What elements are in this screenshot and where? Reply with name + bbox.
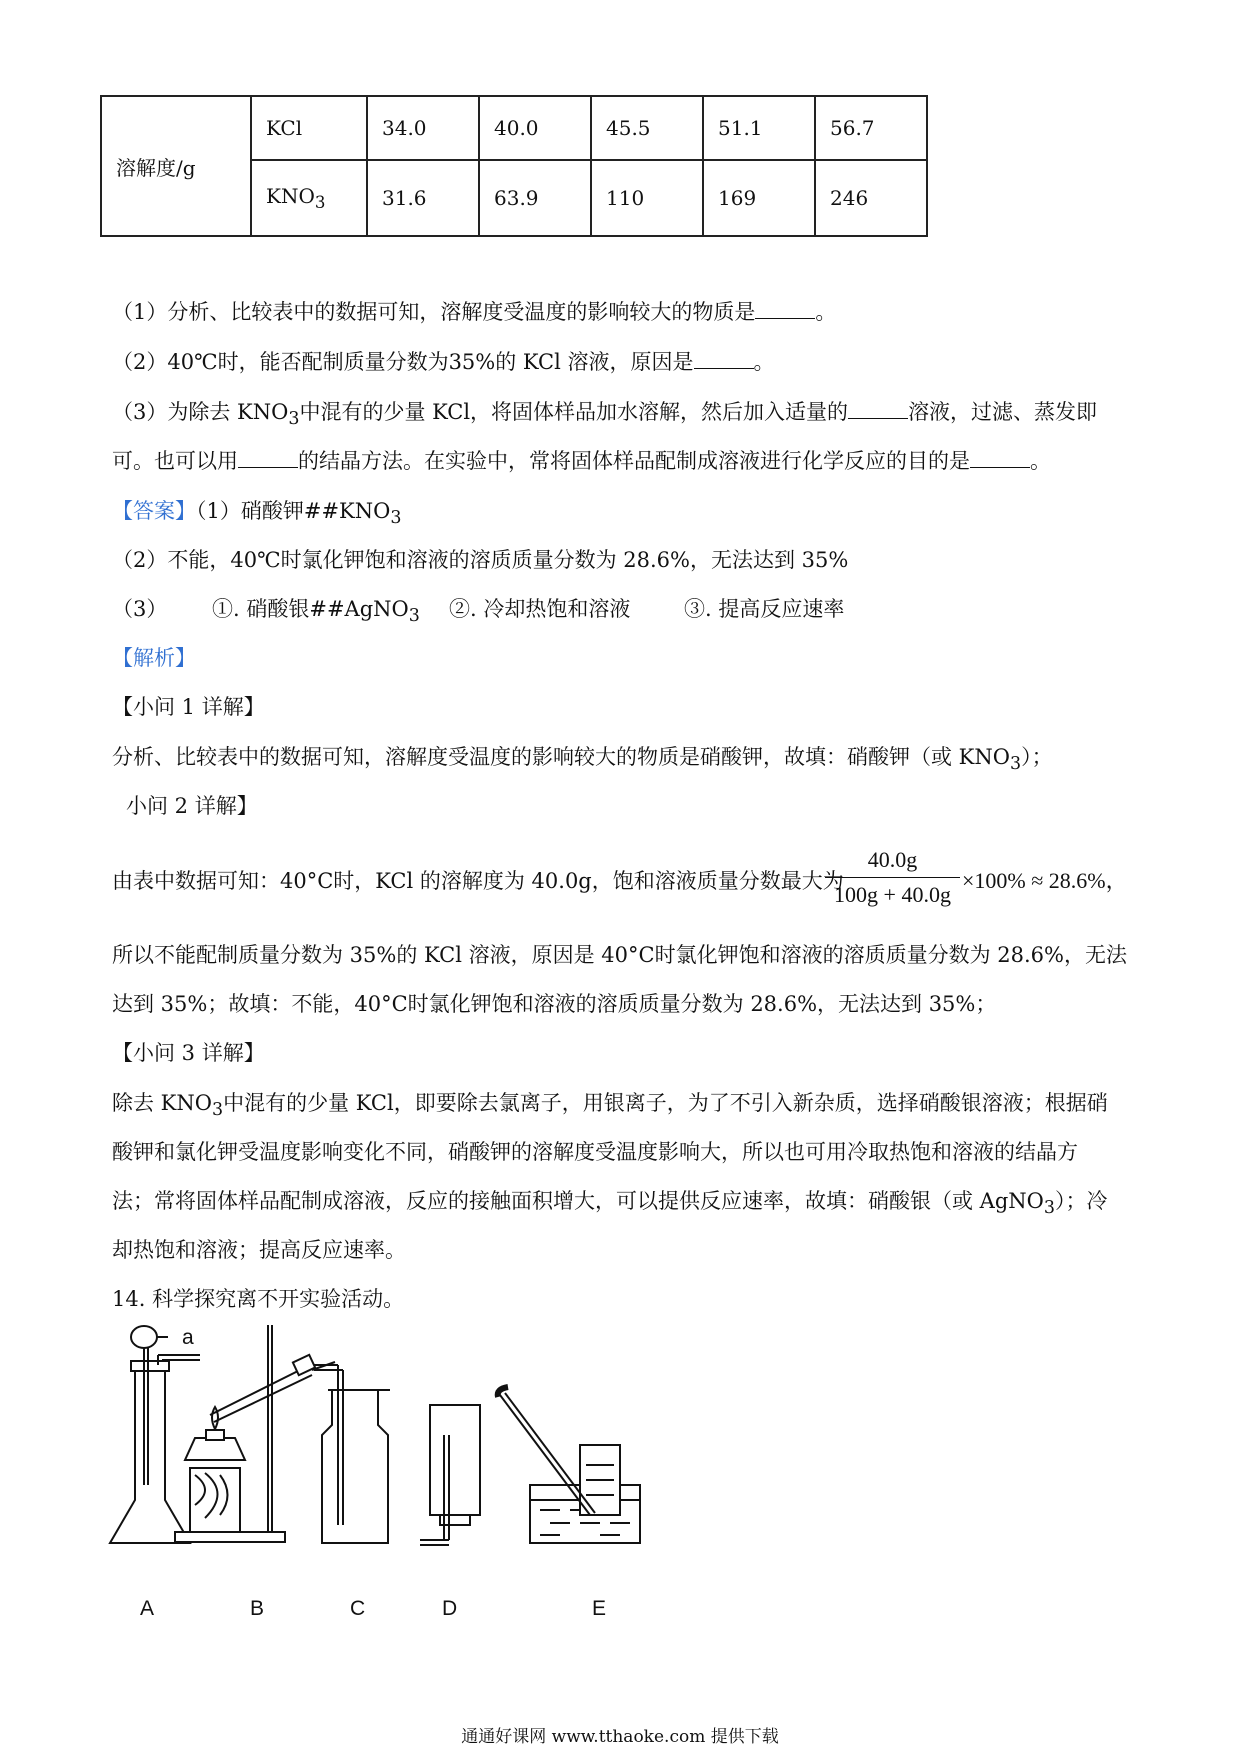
table-cell: 110 [591, 160, 703, 236]
fraction-numerator: 40.0g [867, 847, 918, 872]
analysis-p6: 酸钾和氯化钾受温度影响变化不同，硝酸钾的溶解度受温度影响大，所以也可用冷取热饱和溶液的结晶方 [112, 1140, 1078, 1164]
answer-2: （2）不能，40℃时氯化钾饱和溶液的溶质质量分数为 28.6%，无法达到 35% [112, 548, 849, 572]
analysis-p7: 法；常将固体样品配制成溶液，反应的接触面积增大，可以提供反应速率，故填：硝酸银（或 AgNO$_3$）；冷 [112, 1189, 1108, 1219]
answer-blank [970, 449, 1030, 468]
analysis-p2-result: ×100% ≈ 28.6%， [962, 868, 1128, 893]
page-footer: 通通好课网 www.tthaoke.com 提供下载 [461, 1727, 779, 1747]
label-D: D [442, 1597, 458, 1620]
fraction [825, 845, 960, 910]
subquestion-3-heading: 【小问 3 详解】 [112, 1041, 265, 1065]
label-E: E [592, 1597, 607, 1620]
question-1: （1）分析、比较表中的数据可知，溶解度受温度的影响较大的物质是 。 [112, 300, 837, 324]
apparatus-d-icon [420, 1405, 480, 1545]
label-B: B [250, 1597, 265, 1620]
fraction-bar [825, 877, 960, 878]
label-C: C [350, 1597, 366, 1620]
table-cell: 31.6 [367, 160, 479, 236]
question-3-line-1: （3）为除去 $KNO_3$中混有的少量 KCl，将固体样品加水溶解，然后加入适量的 溶液，过滤、蒸发即 [112, 400, 1098, 430]
row-label: 溶解度/g [101, 96, 251, 236]
answer-blank [755, 300, 815, 319]
solubility-table [100, 95, 928, 237]
substance-kno3: $KNO_3$ [251, 160, 367, 236]
analysis-p3: 所以不能配制质量分数为 35%的 KCl 溶液，原因是 40°C时氯化钾饱和溶液的溶质质量分数为 28.6%，无法 [112, 943, 1127, 967]
answer-blank [238, 449, 298, 468]
table-cell: 246 [815, 160, 927, 236]
fraction-denominator: 100g + 40.0g [834, 882, 951, 907]
label-a: a [182, 1326, 194, 1349]
question-2: （2）40℃时，能否配制质量分数为35%的 KCl 溶液，原因是 。 [112, 350, 775, 374]
table-cell: 63.9 [479, 160, 591, 236]
apparatus-a-icon [110, 1326, 200, 1543]
answer-3: （3） ①. 硝酸银##AgNO$_3$ ②. 冷却热饱和溶液 ③. 提高反应速率 [112, 597, 845, 627]
table-cell: 45.5 [591, 96, 703, 160]
apparatus-figure [100, 1325, 740, 1625]
table-cell: 56.7 [815, 96, 927, 160]
apparatus-c-icon [314, 1365, 390, 1543]
answer-1: 【答案】（1）硝酸钾$\#\#KNO_3$ [112, 499, 402, 529]
substance-kcl: KCl [251, 96, 367, 160]
table-cell: 51.1 [703, 96, 815, 160]
table-cell: 169 [703, 160, 815, 236]
analysis-p4: 达到 35%；故填：不能，40°C时氯化钾饱和溶液的溶质质量分数为 28.6%，无法达到 35%； [112, 992, 997, 1016]
table-cell: 34.0 [367, 96, 479, 160]
analysis-p8: 却热饱和溶液；提高反应速率。 [112, 1238, 406, 1262]
subquestion-2-heading: 小问 2 详解】 [126, 794, 258, 818]
label-A: A [140, 1597, 155, 1620]
answer-blank [694, 350, 754, 369]
analysis-p1: 分析、比较表中的数据可知，溶解度受温度的影响较大的物质是硝酸钾，故填：硝酸钾（或 $KNO_3$）； [112, 745, 1053, 775]
table-cell: 40.0 [479, 96, 591, 160]
apparatus-e-icon [498, 1387, 640, 1543]
subquestion-1-heading: 【小问 1 详解】 [112, 695, 265, 719]
analysis-p5: 除去 $KNO_3$中混有的少量 KCl，即要除去氯离子，用银离子，为了不引入新杂质，选择硝酸银溶液；根据硝 [112, 1091, 1108, 1121]
answer-tag: 【答案】 [112, 499, 196, 523]
analysis-tag: 【解析】 [112, 646, 196, 670]
question-14-title: 14. 科学探究离不开实验活动。 [112, 1287, 405, 1311]
analysis-p2-text: 由表中数据可知：40°C时，KCl 的溶解度为 40.0g，饱和溶液质量分数最大为 [112, 869, 844, 893]
question-3-line-2: 可。也可以用 的结晶方法。在实验中，常将固体样品配制成溶液进行化学反应的目的是 。 [112, 449, 1051, 473]
answer-blank [848, 400, 908, 419]
apparatus-b-icon [175, 1325, 335, 1542]
